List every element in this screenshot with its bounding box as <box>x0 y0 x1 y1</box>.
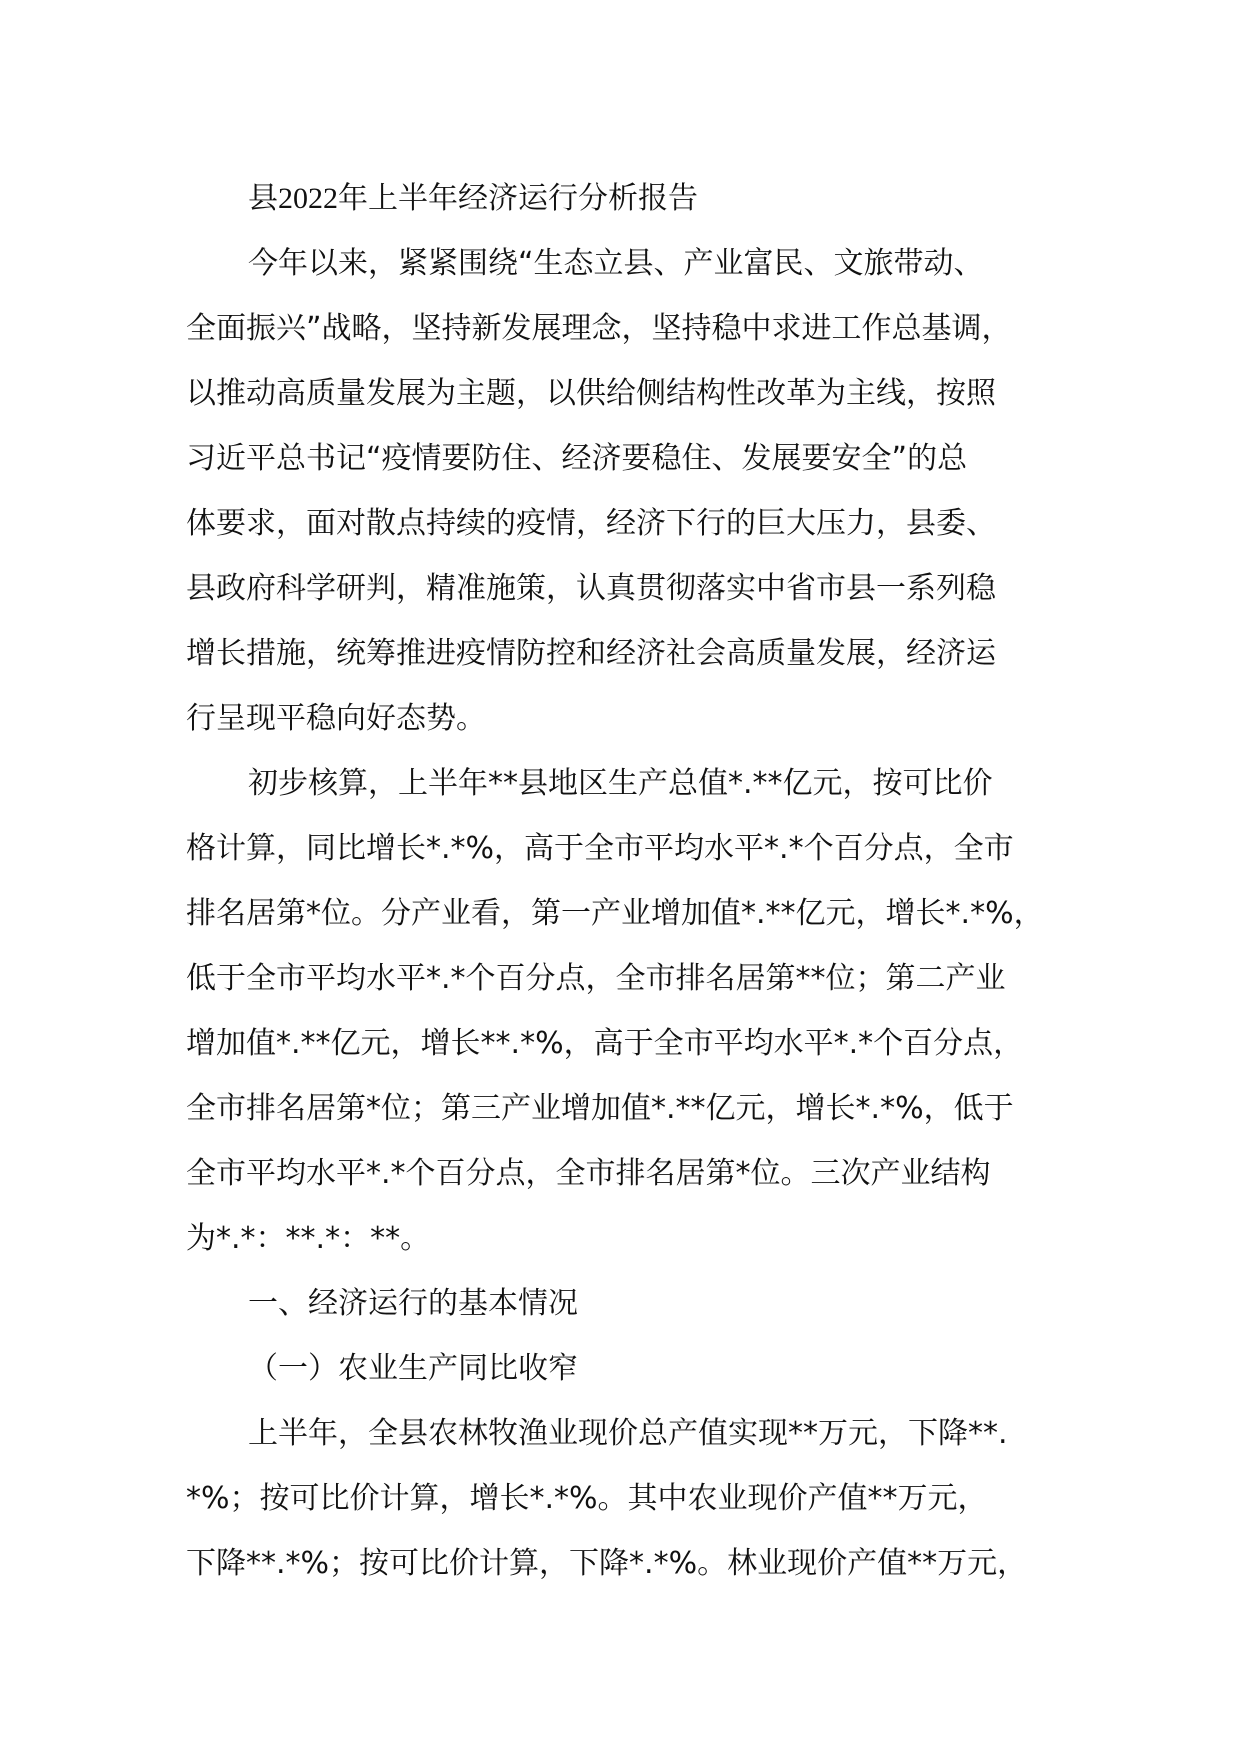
title-year: 2022 <box>278 182 338 215</box>
paragraph-line: 为*.*：**.*：**。 <box>186 1221 431 1256</box>
paragraph-line: 县政府科学研判，精准施策，认真贯彻落实中省市县一系列稳 <box>186 571 996 606</box>
paragraph-line: 习近平总书记“疫情要防住、经济要稳住、发展要安全”的总 <box>186 441 968 476</box>
document-title <box>186 166 1066 231</box>
paragraph-agriculture <box>186 1401 1066 1596</box>
paragraph-line: *%；按可比价计算，增长*.*%。其中农业现价产值**万元， <box>186 1481 988 1516</box>
paragraph-line: 以推动高质量发展为主题，以供给侧结构性改革为主线，按照 <box>186 376 996 411</box>
subsection-heading: （一）农业生产同比收窄 <box>248 1351 578 1386</box>
paragraph-line: 初步核算，上半年**县地区生产总值*.**亿元，按可比价 <box>248 766 993 801</box>
paragraph-line: 排名居第*位。分产业看，第一产业增加值*.**亿元，增长*.*%， <box>186 896 1044 931</box>
paragraph-line: 上半年，全县农林牧渔业现价总产值实现**万元，下降**. <box>248 1416 1008 1451</box>
paragraph-gdp <box>186 751 1066 1271</box>
title-suffix: 年上半年经济运行分析报告 <box>338 181 698 216</box>
paragraph-line: 下降**.*%；按可比价计算，下降*.*%。林业现价产值**万元， <box>186 1546 1028 1581</box>
paragraph-line: 格计算，同比增长*.*%，高于全市平均水平*.*个百分点，全市 <box>186 831 1014 866</box>
title-prefix: 县 <box>248 181 278 216</box>
paragraph-line: 全面振兴”战略，坚持新发展理念，坚持稳中求进工作总基调， <box>186 311 1012 346</box>
document-body <box>186 166 1066 1596</box>
paragraph-line: 增加值*.**亿元，增长**.*%，高于全市平均水平*.*个百分点， <box>186 1026 1024 1061</box>
paragraph-line: 今年以来，紧紧围绕“生态立县、产业富民、文旅带动、 <box>248 246 984 281</box>
paragraph-line: 全市排名居第*位；第三产业增加值*.**亿元，增长*.*%，低于 <box>186 1091 1014 1126</box>
paragraph-line: 低于全市平均水平*.*个百分点，全市排名居第**位；第二产业 <box>186 961 1006 996</box>
paragraph-line: 增长措施，统筹推进疫情防控和经济社会高质量发展，经济运 <box>186 636 996 671</box>
paragraph-line: 行呈现平稳向好态势。 <box>186 701 486 736</box>
section-heading: 一、经济运行的基本情况 <box>248 1286 578 1321</box>
paragraph-overview <box>186 231 1066 751</box>
paragraph-line: 全市平均水平*.*个百分点，全市排名居第*位。三次产业结构 <box>186 1156 991 1191</box>
paragraph-line: 体要求，面对散点持续的疫情，经济下行的巨大压力，县委、 <box>186 506 996 541</box>
